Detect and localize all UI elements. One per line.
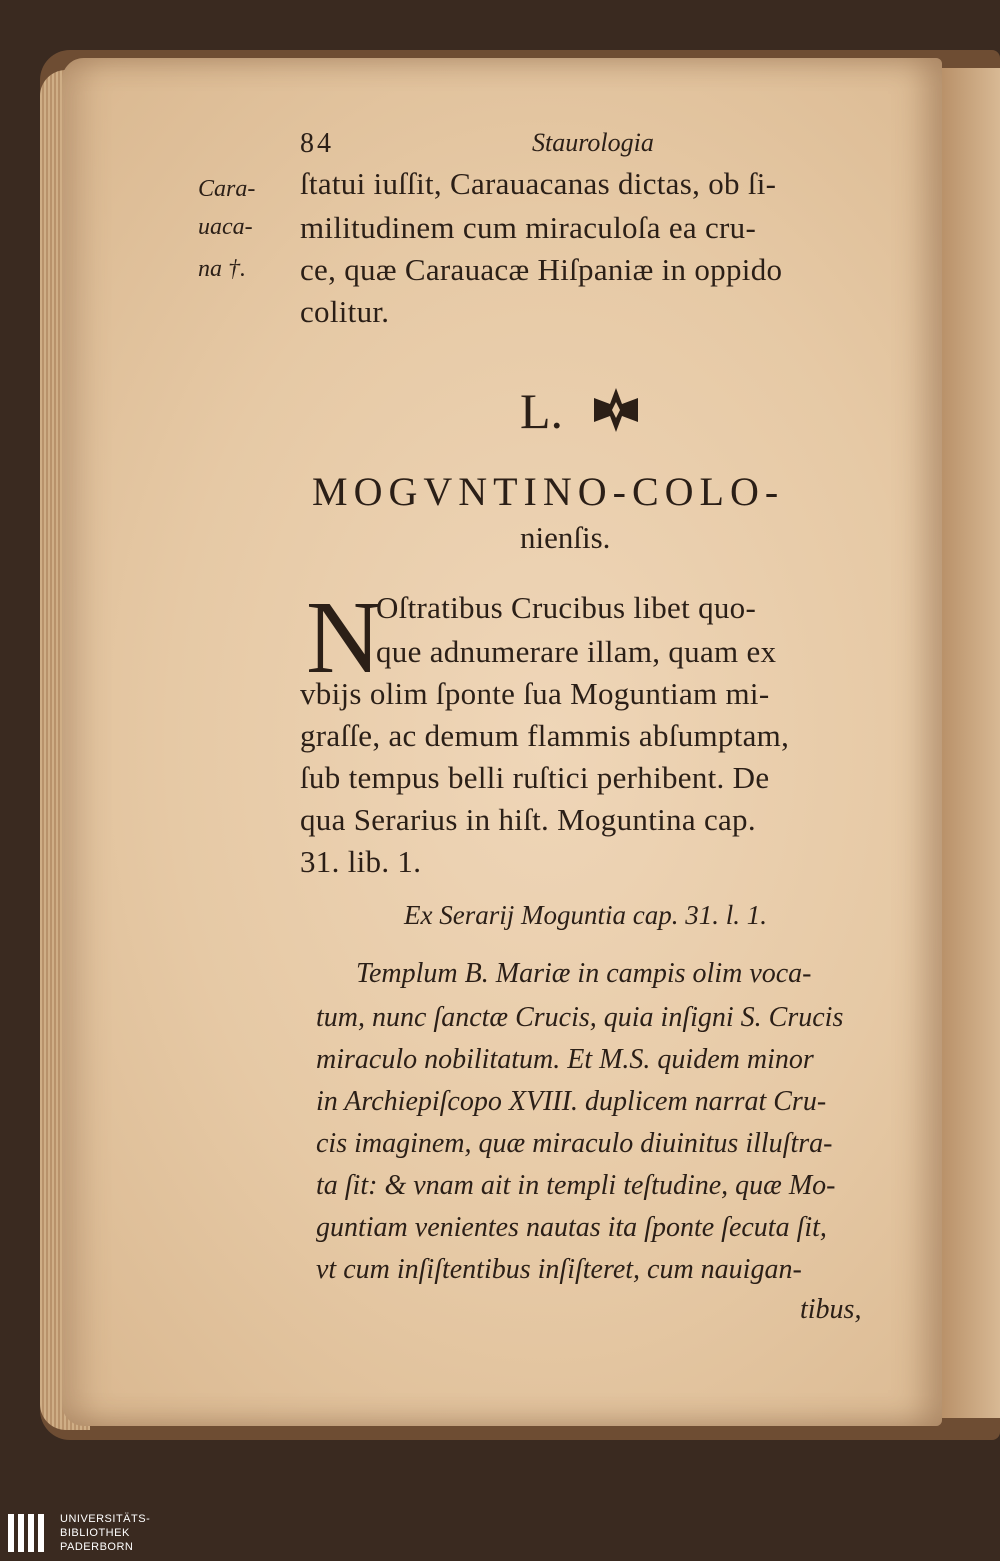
facing-page-edge [940, 68, 1000, 1418]
catchword: tibus, [800, 1294, 862, 1325]
paragraph-line: vbijs olim ſponte ſua Moguntiam mi- [300, 676, 770, 711]
text-line: ſtatui iuſſit, Carauacanas dictas, ob ſi- [300, 166, 777, 201]
paragraph-line: que adnumerare illam, quam ex [376, 634, 777, 669]
text-line: ce, quæ Carauacæ Hiſpaniæ in oppido [300, 252, 783, 287]
quotation-title: Ex Serarij Moguntia cap. 31. l. 1. [404, 900, 767, 930]
quotation-line: cis imaginem, quæ miraculo diuinitus illuſtra- [316, 1128, 833, 1159]
text-line: colitur. [300, 294, 390, 329]
paragraph-line: 31. lib. 1. [300, 844, 422, 879]
library-name-line: UNIVERSITÄTS- [60, 1513, 151, 1525]
quotation-line: vt cum inſiſtentibus inſiſteret, cum nauigan- [316, 1254, 802, 1285]
drop-cap: N [306, 580, 382, 695]
paragraph-line: qua Serarius in hiſt. Moguntina cap. [300, 802, 756, 837]
paragraph-line: graſſe, ac demum flammis abſumptam, [300, 718, 790, 753]
library-logo-icon [6, 1510, 52, 1556]
quotation-line: ta ſit: & vnam ait in templi teſtudine, quæ Mo- [316, 1170, 836, 1201]
margin-note-line: Cara- [198, 176, 256, 202]
text-line: militudinem cum miraculoſa ea cru- [300, 210, 757, 245]
library-name [60, 1512, 150, 1554]
section-heading: MOGVNTINO-COLO- [312, 469, 785, 514]
quotation-line: tum, nunc ſanctæ Crucis, quia inſigni S. Crucis [316, 1002, 844, 1033]
library-name-line: PADERBORN [60, 1541, 134, 1553]
paragraph-line: ſub tempus belli ruſtici perhibent. De [300, 760, 770, 795]
section-heading-continuation: nienſis. [520, 520, 611, 555]
margin-note-line: uaca- [198, 214, 253, 240]
cross-pattee-icon [590, 384, 642, 436]
quotation-line: guntiam venientes nautas ita ſponte ſecuta ſit, [316, 1212, 827, 1243]
quotation-line: in Archiepiſcopo XVIII. duplicem narrat Cru- [316, 1086, 827, 1117]
paragraph-line: Oſtratibus Crucibus libet quo- [376, 590, 757, 625]
page-number: 84 [300, 128, 334, 159]
quotation-line: Templum B. Mariæ in campis olim voca- [356, 958, 812, 989]
running-head: Staurologia [532, 128, 654, 157]
library-name-line: BIBLIOTHEK [60, 1527, 130, 1539]
quotation-line: miraculo nobilitatum. Et M.S. quidem minor [316, 1044, 814, 1075]
margin-note-line: na †. [198, 256, 246, 282]
section-number: L. [520, 383, 564, 439]
